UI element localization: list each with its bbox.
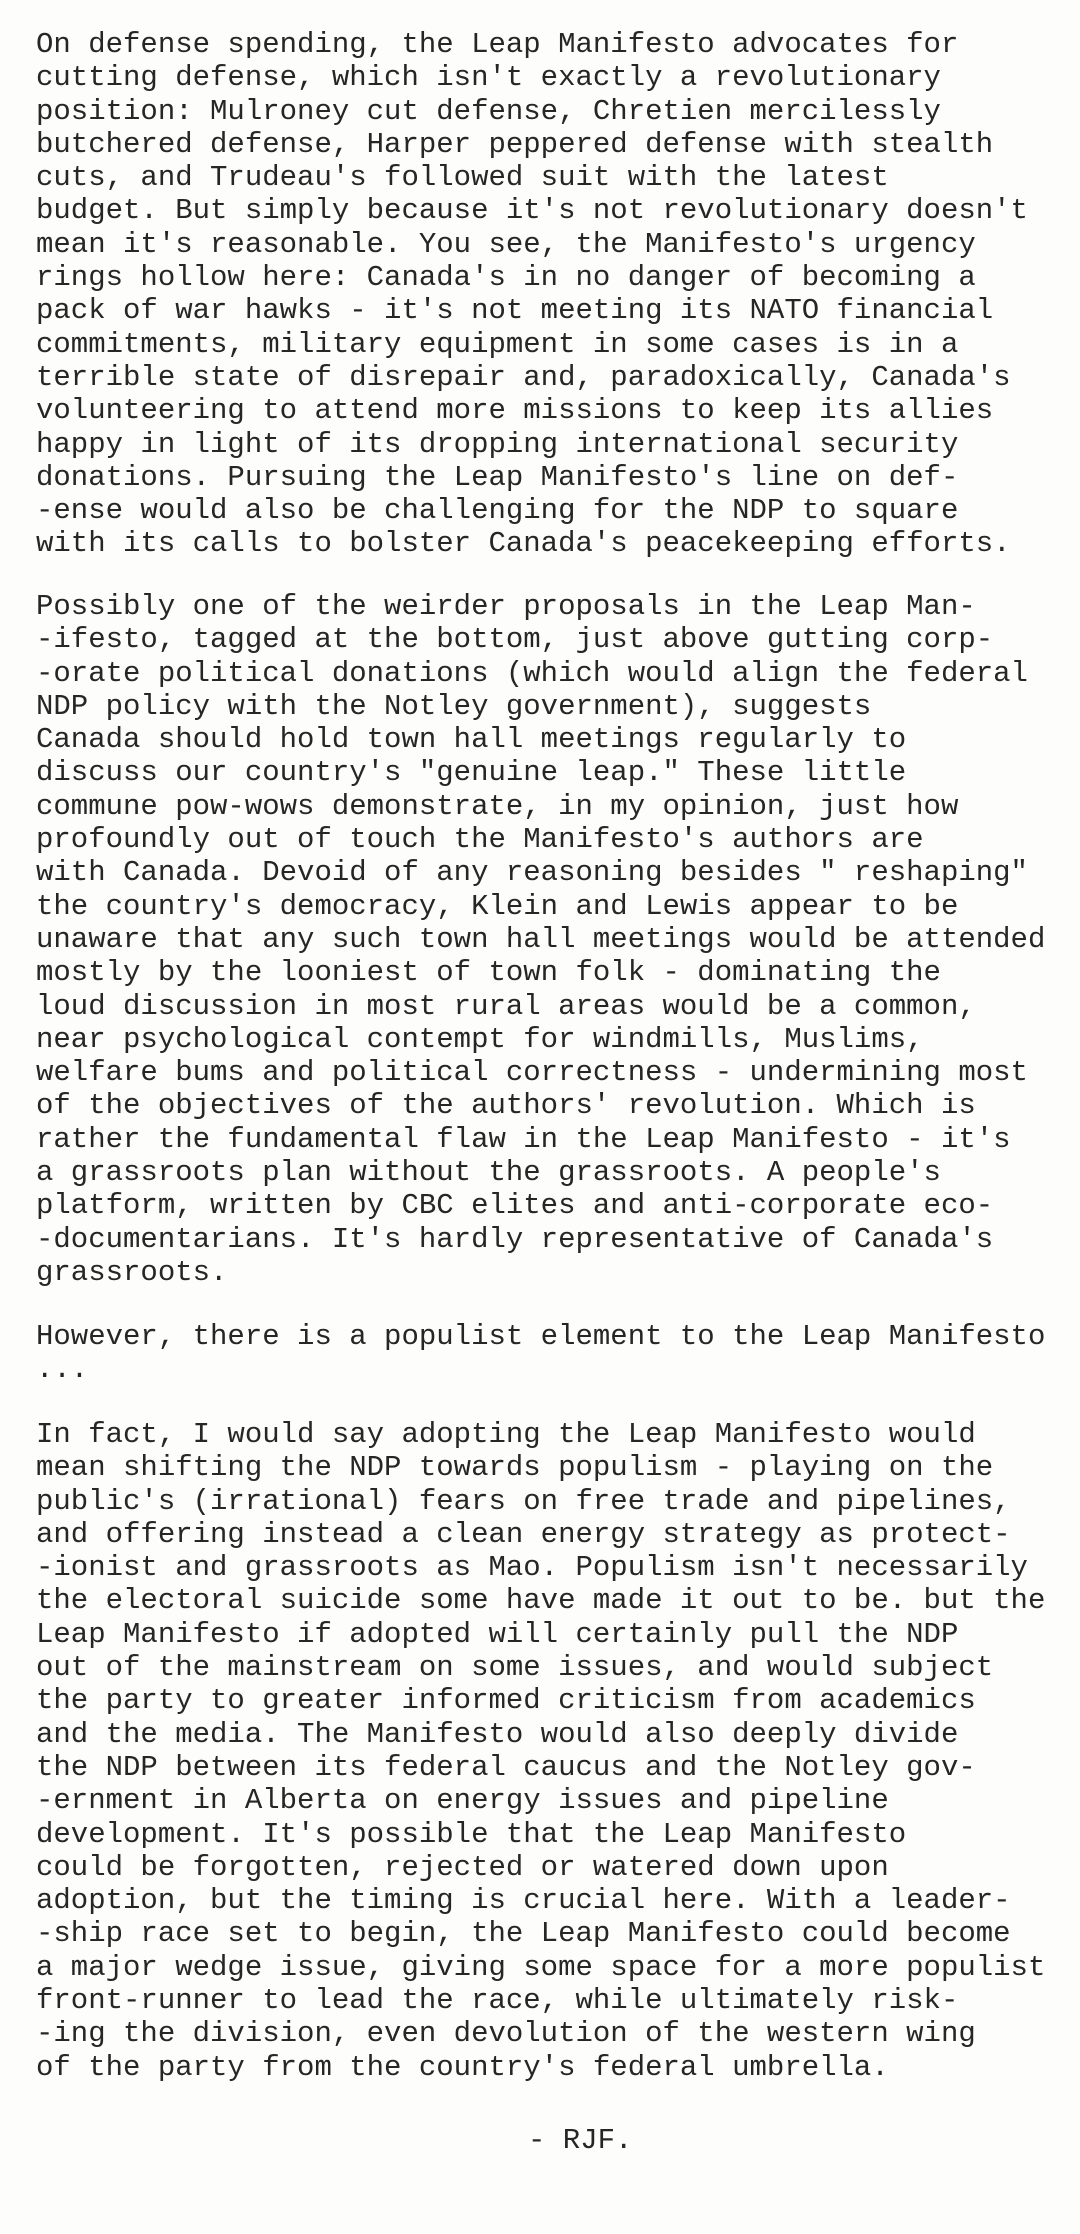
- paragraph-defense-spending: On defense spending, the Leap Manifesto advocates for cutting defense, which isn't exactly a revolutionary position: Mulroney cut defense, Chretien mercilessly butchered defense, Harper peppered defense with stealth cuts, and Trudeau's followed suit with the latest budget. But simply because it's not revolutionary doesn't mean it's reasonable. You see, the Manifesto's urgency rings hollow here: Canada's in no danger of becoming a pack of war hawks - it's not meeting its NATO financial commitments, military equipment in some cases is in a terrible state of disrepair and, paradoxically, Canada's volunteering to attend more missions to keep its allies happy in light of its dropping international security donations. Pursuing the Leap Manifesto's line on def- -ense would also be challenging for the NDP to square with its calls to bolster Canada's peacekeeping efforts.: [36, 28, 1028, 561]
- paragraph-populism-analysis: In fact, I would say adopting the Leap Manifesto would mean shifting the NDP towards populism - playing on the public's (irrational) fears on free trade and pipelines, and offering instead a clean energy strategy as protect- -ionist and grassroots as Mao. Populism isn't necessarily the electoral suicide some have made it out to be. but the Leap Manifesto if adopted will certainly pull the NDP out of the mainstream on some issues, and would subject the party to greater informed criticism from academics and the media. The Manifesto would also deeply divide the NDP between its federal caucus and the Notley gov- -ernment in Alberta on energy issues and pipeline development. It's possible that the Leap Manifesto could be forgotten, rejected or watered down upon adoption, but the timing is crucial here. With a leader- -ship race set to begin, the Leap Manifesto could become a major wedge issue, giving some space for a more populist front-runner to lead the race, while ultimately risk- -ing the division, even devolution of the western wing of the party from the country's federal umbrella.: [36, 1418, 1046, 2084]
- paragraph-town-hall-proposal: Possibly one of the weirder proposals in the Leap Man- -ifesto, tagged at the bottom, just above gutting corp- -orate political donations (which would align the federal NDP policy with the Notley government), suggests Canada should hold town hall meetings regularly to discuss our country's "genuine leap." These little commune pow-wows demonstrate, in my opinion, just how profoundly out of touch the Manifesto's authors are with Canada. Devoid of any reasoning besides " reshaping" the country's democracy, Klein and Lewis appear to be unaware that any such town hall meetings would be attended mostly by the looniest of town folk - dominating the loud discussion in most rural areas would be a common, near psychological contempt for windmills, Muslims, welfare bums and political correctness - undermining most of the objectives of the authors' revolution. Which is rather the fundamental flaw in the Leap Manifesto - it's a grassroots plan without the grassroots. A people's platform, written by CBC elites and anti-corporate eco- -documentarians. It's hardly representative of Canada's grassroots.: [36, 590, 1046, 1289]
- author-signature: - RJF.: [528, 2124, 633, 2157]
- paragraph-populist-element: However, there is a populist element to the Leap Manifesto ...: [36, 1320, 1046, 1387]
